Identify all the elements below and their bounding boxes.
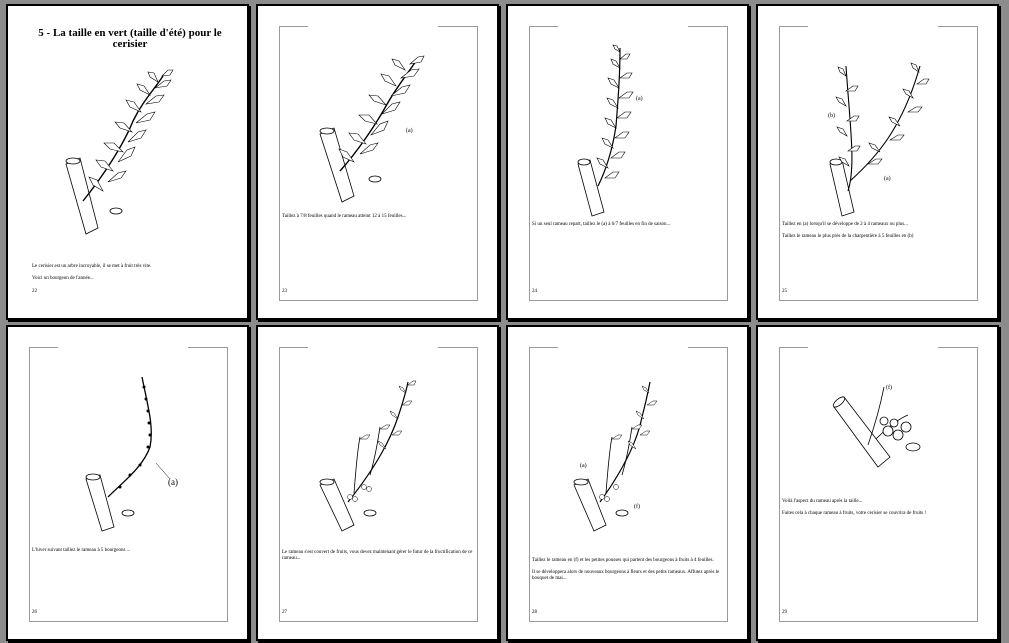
page-caption: Le rameau s'est couvert de fruits, vous devez maintenant gérer le futur de la fructification de ce rameau... — [282, 550, 473, 561]
annotation-label: (f) — [886, 385, 892, 391]
branch-illustration — [508, 6, 751, 322]
page-caption: L'hiver suivant taillez le rameau à 5 bourgeons ... — [32, 548, 131, 553]
annotation-label: (a) — [636, 96, 643, 102]
page-number: 27 — [282, 610, 287, 615]
page-caption: Voici un bourgeon de l'année... — [32, 276, 94, 281]
branch-illustration — [8, 6, 251, 322]
annotation-label: (a) — [168, 477, 178, 487]
annotation-label: (a) — [406, 128, 413, 134]
page-thumbnail-24[interactable] — [506, 4, 749, 320]
page-thumbnail-28[interactable] — [506, 325, 749, 641]
page-caption: Taillez à 7/8 feuilles quand le rameau atteint 12 à 15 feuilles... — [282, 214, 407, 219]
branch-illustration — [8, 327, 251, 643]
annotation-label: (a) — [884, 176, 891, 182]
page-caption: Taillez le rameau en (f) et les petites pousses qui partent des bourgeons à fruits à 4 feuilles. — [532, 558, 714, 563]
page-number: 29 — [782, 610, 787, 615]
page-number: 24 — [532, 289, 537, 294]
page-thumbnail-22[interactable] — [6, 4, 249, 320]
page-caption: Taillez en (a) lorsqu'il se développe de 2 à 4 rameaux ou plus... — [782, 222, 908, 227]
page-number: 26 — [32, 610, 37, 615]
page-caption: Taillez le rameau le plus près de la charpentière à 5 feuilles en (b) — [782, 234, 914, 239]
annotation-label: (f) — [634, 504, 640, 510]
page-thumbnail-29[interactable] — [756, 325, 999, 641]
annotation-label: (b) — [828, 113, 835, 119]
page-number: 23 — [282, 289, 287, 294]
page-number: 22 — [32, 289, 37, 294]
branch-illustration — [758, 327, 1001, 643]
page-caption: Voilà l'aspect du rameau après la taille... — [782, 499, 863, 504]
branch-illustration — [508, 327, 751, 643]
branch-illustration — [258, 327, 501, 643]
page-title: 5 - La taille en vert (taille d'été) pour le cerisier — [38, 27, 222, 50]
page-thumbnail-27[interactable] — [256, 325, 499, 641]
page-caption: Il se développera alors de nouveaux bourgeons à fleurs et des petits rameaux. Affutez après le bouquet de mai... — [532, 570, 720, 581]
branch-illustration — [258, 6, 501, 322]
branch-illustration — [758, 6, 1001, 322]
page-thumbnail-25[interactable] — [756, 4, 999, 320]
page-thumbnail-23[interactable] — [256, 4, 499, 320]
page-thumbnail-26[interactable] — [6, 325, 249, 641]
page-caption: Faites cela à chaque rameau à fruits, votre cerisier se couvrira de fruits ! — [782, 511, 927, 516]
page-caption: Si un seul rameau repart, taillez le (a) à 6/7 feuilles en fin de saison... — [532, 222, 671, 227]
annotation-label: (a) — [580, 463, 587, 469]
page-number: 28 — [532, 610, 537, 615]
page-number: 25 — [782, 289, 787, 294]
page-caption: Le cerisier est un arbre incroyable, il se met à fruit très vite. — [32, 264, 152, 269]
